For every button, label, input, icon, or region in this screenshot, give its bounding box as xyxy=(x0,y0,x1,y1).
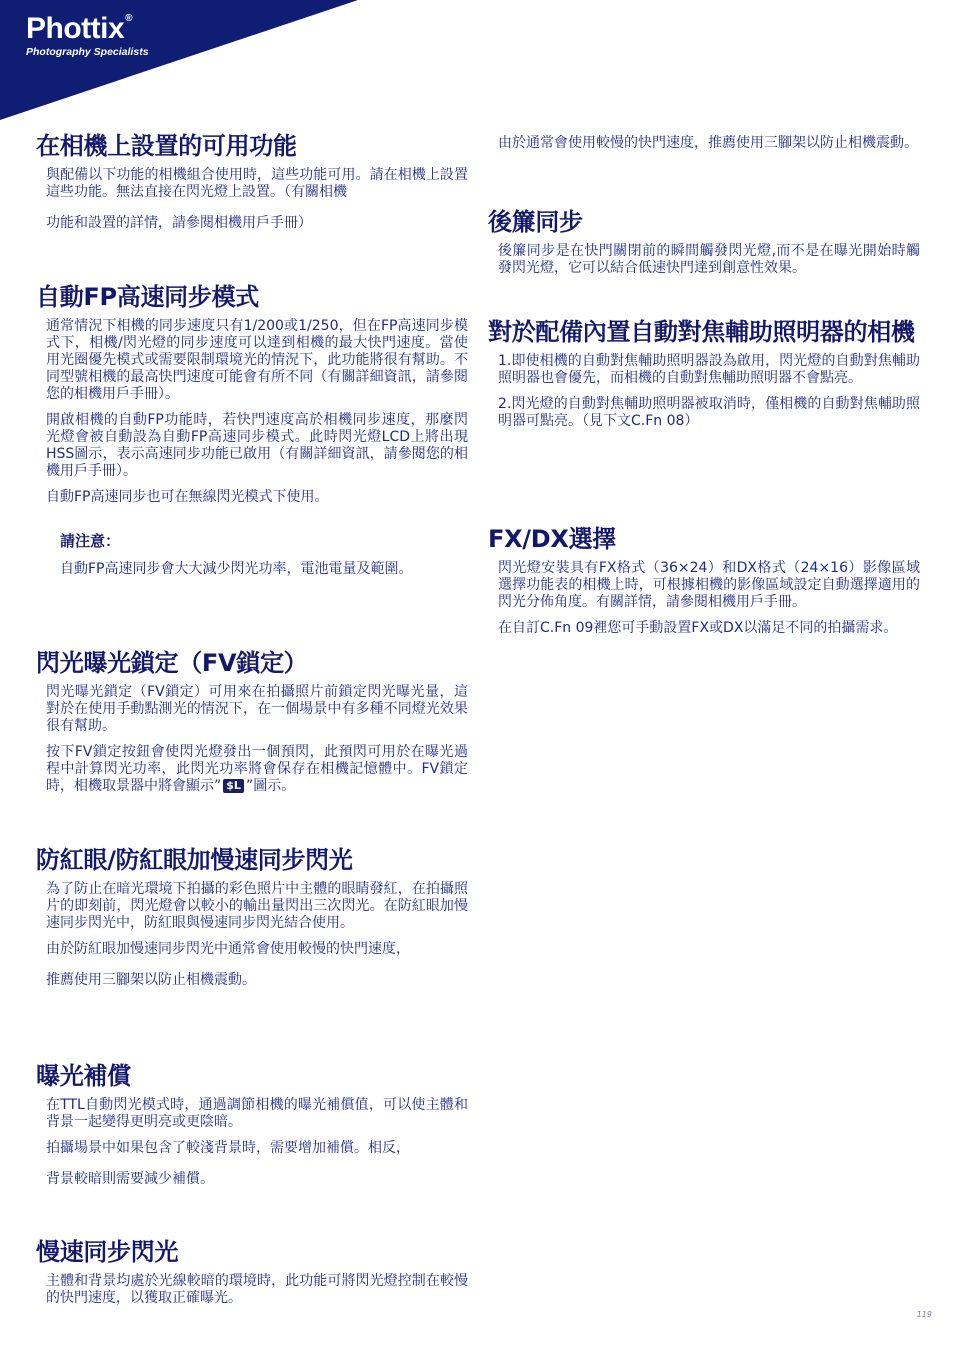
section-exposure-compensation xyxy=(36,1062,468,1197)
section-title: 曝光補償 xyxy=(36,1062,131,1090)
section-fx-dx xyxy=(488,525,920,646)
section-title: 閃光曝光鎖定（FV鎖定） xyxy=(36,649,308,677)
paragraph: 2.閃光燈的自動對焦輔助照明器被取消時，僅相機的自動對焦輔助照明器可點亮。（見下文C.Fn 08） xyxy=(498,396,920,429)
note-text: 自動FP高速同步會大大減少閃光功率，電池電量及範圍。 xyxy=(60,561,413,577)
section-rear-curtain-sync xyxy=(488,208,920,286)
paragraph: 由於通常會使用較慢的快門速度，推薦使用三腳架以防止相機震動。 xyxy=(498,135,918,151)
paragraph: 閃光燈安裝具有FX格式（36×24）和DX格式（24×16）影像區域選擇功能表的相機上時，可根據相機的影像區域設定自動選擇適用的閃光分佈角度。有關詳情，請參閱相機用戶手冊。 xyxy=(498,560,920,610)
fv-lock-icon: $L xyxy=(223,779,244,793)
section-title: 防紅眼/防紅眼加慢速同步閃光 xyxy=(36,846,353,874)
section-title: 慢速同步閃光 xyxy=(36,1238,179,1266)
section-red-eye xyxy=(36,846,468,998)
section-fv-lock xyxy=(36,649,468,804)
brand-name: Phottix® xyxy=(26,12,133,45)
paragraph: 通常情況下相機的同步速度只有1/200或1/250，但在FP高速同步模式下，相機/閃光燈的同步速度可以達到相機的最大快門速度。當使用光圈優先模式或需要限制環境光的情況下，此功能將很有幫助。不同型號相機的最高快門速度可能會有所不同（有關詳細資訊，請參閱您的相機用戶手冊）。 xyxy=(46,318,468,402)
section-available-functions xyxy=(36,132,468,241)
brand-logo xyxy=(26,14,149,58)
paragraph: 拍攝場景中如果包含了較淺背景時，需要增加補償。相反， xyxy=(46,1140,410,1156)
section-title: 自動FP高速同步模式 xyxy=(36,283,259,311)
section-auto-fp-hss xyxy=(36,283,468,587)
note-title: 請注意： xyxy=(60,532,121,550)
section-slow-sync xyxy=(36,1238,468,1316)
section-continued xyxy=(488,135,920,161)
paragraph: 按下FV鎖定按鈕會使閃光燈發出一個預閃，此預閃可用於在曝光過程中計算閃光功率，此閃光功率將會保存在相機記憶體中。FV鎖定時，相機取景器中將會顯示” $L ”圖示。 xyxy=(46,744,468,794)
paragraph: 閃光曝光鎖定（FV鎖定）可用來在拍攝照片前鎖定閃光曝光量，這對於在使用手動點測光的情況下，在一個場景中有多種不同燈光效果很有幫助。 xyxy=(46,684,468,734)
section-title: FX/DX選擇 xyxy=(488,525,616,553)
paragraph: 後簾同步是在快門關閉前的瞬間觸發閃光燈,而不是在曝光開始時觸發閃光燈，它可以結合低速快門達到創意性效果。 xyxy=(498,243,920,276)
paragraph: 為了防止在暗光環境下拍攝的彩色照片中主體的眼睛發紅，在拍攝照片的即刻前，閃光燈會以較小的輸出量閃出三次閃光。在防紅眼加慢速同步閃光中，防紅眼與慢速同步閃光結合使用。 xyxy=(46,881,468,931)
page-number: 119 xyxy=(916,1310,932,1319)
paragraph: 功能和設置的詳情，請參閱相機用戶手冊） xyxy=(46,215,312,231)
paragraph: 在TTL自動閃光模式時，通過調節相機的曝光補償值，可以使主體和背景一起變得更明亮或更陰暗。 xyxy=(46,1097,468,1130)
paragraph: 背景較暗則需要減少補償。 xyxy=(46,1171,214,1187)
paragraph: 在自訂C.Fn 09裡您可手動設置FX或DX以滿足不同的拍攝需求。 xyxy=(498,620,898,636)
section-title: 對於配備內置自動對焦輔助照明器的相機 xyxy=(488,318,915,346)
section-title: 後簾同步 xyxy=(488,208,583,236)
paragraph: 由於防紅眼加慢速同步閃光中通常會使用較慢的快門速度， xyxy=(46,941,410,957)
brand-tagline: Photography Specialists xyxy=(26,46,149,58)
paragraph: 自動FP高速同步也可在無線閃光模式下使用。 xyxy=(46,489,329,505)
section-af-assist xyxy=(488,318,920,439)
paragraph: 推薦使用三腳架以防止相機震動。 xyxy=(46,972,256,988)
paragraph: 與配備以下功能的相機組合使用時，這些功能可用。請在相機上設置這些功能。無法直接在閃光燈上設置。（有關相機 xyxy=(46,167,468,200)
paragraph: 主體和背景均處於光線較暗的環境時，此功能可將閃光燈控制在較慢的快門速度，以獲取正確曝光。 xyxy=(46,1273,468,1306)
paragraph: 1.即使相機的自動對焦輔助照明器設為啟用，閃光燈的自動對焦輔助照明器也會優先，而相機的自動對焦輔助照明器不會點亮。 xyxy=(498,353,920,386)
section-title: 在相機上設置的可用功能 xyxy=(36,132,297,160)
paragraph: 開啟相機的自動FP功能時，若快門速度高於相機同步速度，那麼閃光燈會被自動設為自動FP高速同步模式。此時閃光燈LCD上將出現HSS圖示，表示高速同步功能已啟用（有關詳細資訊，請參閱您的相機用戶手冊）。 xyxy=(46,412,468,479)
